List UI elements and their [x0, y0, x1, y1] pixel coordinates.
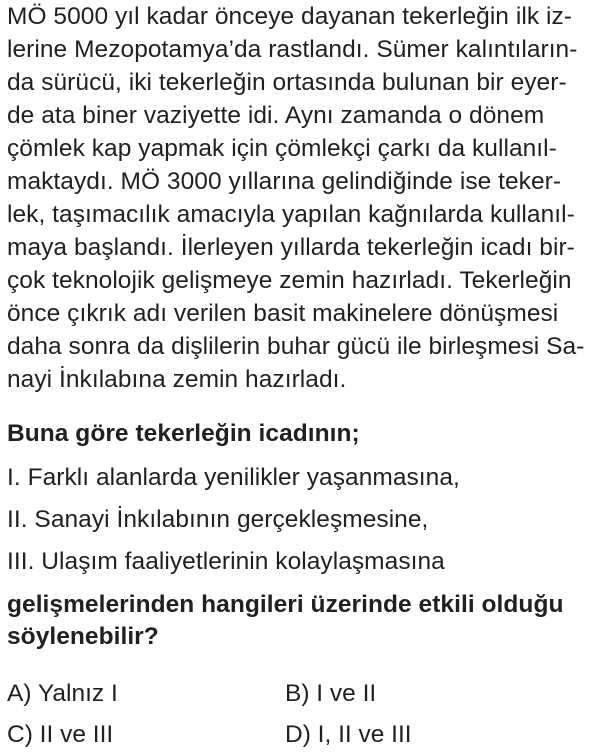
passage-line: lek, taşımacılık amacıyla yapılan kağnılarda kullanıl-	[7, 201, 575, 228]
prompt-line: söylenebilir?	[7, 623, 159, 650]
option-b[interactable]: B) I ve II	[285, 680, 377, 707]
passage-line: maya başlandı. İlerleyen yıllarda tekerleğin icadı bir-	[7, 234, 575, 261]
passage-line: nayi İnkılabına zemin hazırladı.	[7, 366, 347, 393]
passage-line: maktaydı. MÖ 3000 yıllarına gelindiğinde ise teker-	[7, 168, 562, 195]
option-a[interactable]: A) Yalnız I	[7, 680, 118, 707]
passage-line: çömlek kap yapmak için çömlekçi çarkı da kullanıl-	[7, 135, 557, 162]
statement-item: II. Sanayi İnkılabının gerçekleşmesine,	[7, 506, 429, 533]
passage-line: lerine Mezopotamya’da rastlandı. Sümer kalıntıların-	[7, 36, 578, 63]
statement-item: I. Farklı alanlarda yenilikler yaşanmasına,	[7, 464, 460, 491]
passage-line: önce çıkrık adı verilen basit makinelere dönüşmesi	[7, 300, 559, 327]
passage-line: çok teknolojik gelişmeye zemin hazırladı. Tekerleğin	[7, 267, 572, 294]
prompt-line: gelişmelerinden hangileri üzerinde etkili olduğu	[7, 591, 564, 618]
option-c[interactable]: C) II ve III	[7, 721, 114, 748]
option-d[interactable]: D) I, II ve III	[285, 721, 412, 748]
passage-line: de ata biner vaziyette idi. Aynı zamanda o dönem	[7, 102, 545, 129]
question-stem: Buna göre tekerleğin icadının;	[7, 420, 360, 447]
statement-item: III. Ulaşım faaliyetlerinin kolaylaşmasına	[7, 548, 445, 575]
passage-line: da sürücü, iki tekerleğin ortasında bulunan bir eyer-	[7, 69, 567, 96]
passage-line: daha sonra da dişlilerin buhar gücü ile birleşmesi Sa-	[7, 333, 585, 360]
passage-line: MÖ 5000 yıl kadar önceye dayanan tekerleğin ilk iz-	[7, 3, 572, 30]
